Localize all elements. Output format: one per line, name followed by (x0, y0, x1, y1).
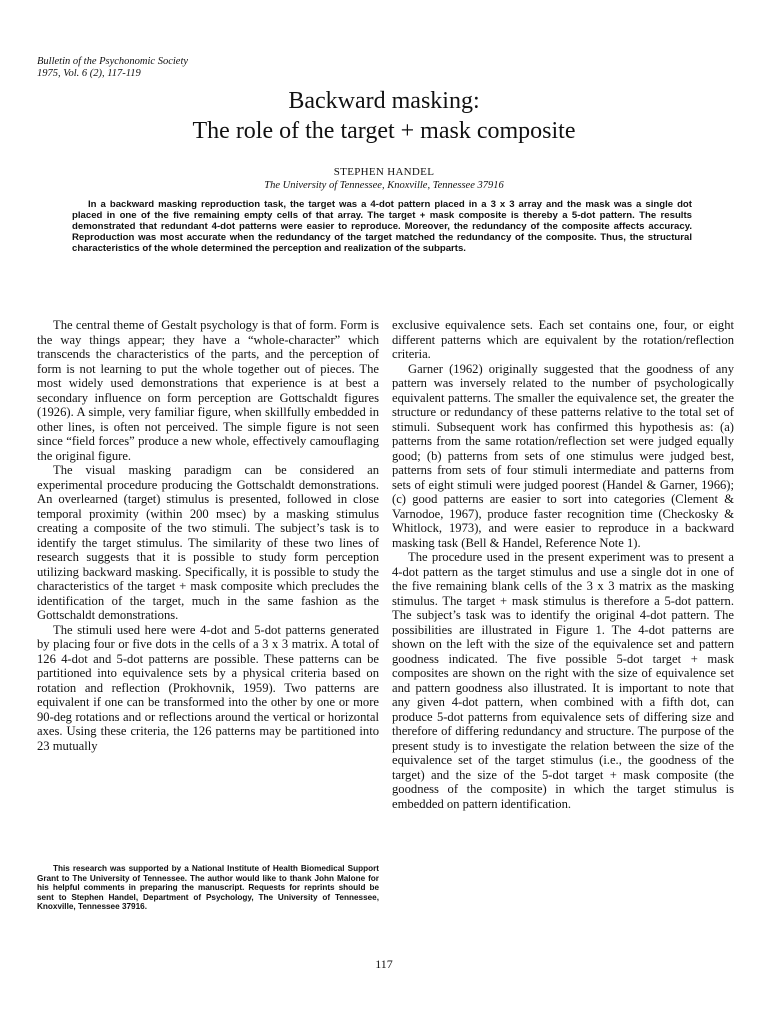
body-paragraph: The procedure used in the present experiment was to present a 4-dot pattern as the target stimulus and use a single dot in one of the five remaining blank cells of the 3 x 3 matrix as the masking stimulus. The target + mask stimulus is therefore a 5-dot pattern. The subject’s task was to identify the original 4-dot pattern. The possibilities are illustrated in Figure 1. The 4-dot patterns are shown on the left with the size of the equivalence set and pattern goodness indicated. The five possible 5-dot target + mask composites are shown on the right with the size of equivalence set and pattern goodness also illustrated. It is important to note that any given 4-dot pattern, when combined with a fifth dot, can produce 5-dot patterns from equivalence sets of differing size and therefore of differing redundancy and structure. The purpose of the present study is to investigate the relation between the size of the equivalence set of the target stimulus (i.e., the goodness of the target) and the size of the 5-dot target + mask composite (the goodness of the composite) in which the target stimulus is embedded on pattern identification. (392, 550, 734, 811)
journal-citation: 1975, Vol. 6 (2), 117-119 (37, 68, 141, 79)
body-paragraph-continuation: exclusive equivalence sets. Each set contains one, four, or eight different patterns which are equivalent by the rotation/reflection criteria. (392, 318, 734, 361)
article-title-line-1: Backward masking: (288, 88, 480, 114)
article-title (0, 86, 768, 146)
body-paragraph: The visual masking paradigm can be considered an experimental procedure producing the Gottschaldt demonstrations. An overlearned (target) stimulus is presented, followed in close temporal proximity (within 200 msec) by a masking stimulus creating a composite of the two stimuli. The subject’s task is to identify the target stimulus. The similarity of these two lines of research suggests that it is possible to study form perception utilizing backward masking. Specifically, it is possible to study the characteristics of the target + mask composite which precludes the identification of the target, much in the same fashion as the Gottschaldt demonstrations. (37, 463, 379, 622)
journal-name: Bulletin of the Psychonomic Society (37, 56, 189, 67)
body-column-right (392, 318, 734, 811)
page-number: 117 (375, 957, 393, 971)
body-paragraph: Garner (1962) originally suggested that the goodness of any pattern was inversely related to the number of psychologically equivalent patterns. The smaller the equivalence set, the greater the structure or redundancy of these patterns relative to the total set of stimuli. Subsequent work has confirmed this hypothesis as: (a) patterns from the same rotation/reflection set were judged equally good; (b) patterns from sets of one stimulus were judged best, patterns from sets of four stimuli intermediate and patterns from sets of eight stimuli were judged poorest (Handel & Garner, 1966); (c) good patterns are easier to sort into categories (Clement & Varnodoe, 1967), produce faster recognition time (Checkosky & Whitlock, 1973), and were easier to reproduce in a backward masking task (Bell & Handel, Reference Note 1). (392, 361, 734, 550)
abstract: In a backward masking reproduction task, the target was a 4-dot pattern placed in a 3 x 3 array and the mask was a single dot placed in one of the five remaining empty cells of that array. The target + mask composite is thereby a 5-dot pattern. The results demonstrated that redundant 4-dot patterns were easier to reproduce. Moreover, the redundancy of the composite affects accuracy. Reproduction was most accurate when the redundancy of the target matched the redundancy of the composite. Thus, the structural characteristics of the whole determined the perception and realization of the subparts. (72, 199, 692, 254)
body-paragraph: The central theme of Gestalt psychology is that of form. Form is the way things appear; they have a “whole-character” which transcends the characteristics of the parts, and the perception of form is not learning to put the whole together out of pieces. The most widely used demonstrations that experience is at best a secondary influence on form perception are Gottschaldt figures (1926). A simple, very familiar figure, when skillfully embedded in other lines, is often not perceived. The simple figure is not seen since “field forces” produce a new whole, effectively camouflaging the original figure. (37, 318, 379, 463)
article-title-line-2: The role of the target + mask composite (192, 118, 576, 144)
journal-header (37, 56, 188, 80)
author-name: STEPHEN HANDEL (333, 166, 435, 178)
footnote: This research was supported by a National Institute of Health Biomedical Support Grant to The University of Tennessee. The author would like to thank John Malone for his helpful comments in preparing the manuscript. Requests for reprints should be sent to Stephen Handel, Department of Psychology, The University of Tennessee, Knoxville, Tennessee 37916. (37, 864, 379, 912)
body-paragraph: The stimuli used here were 4-dot and 5-dot patterns generated by placing four or five dots in the cells of a 3 x 3 matrix. A total of 126 4-dot and 5-dot patterns are possible. These patterns can be partitioned into equivalence sets by a physical criteria based on rotation and reflection (Prokhovnik, 1959). Two patterns are equivalent if one can be transformed into the other by one or more 90-deg rotations and or reflections around the vertical or horizontal axes. Using these criteria, the 126 patterns may be partitioned into 23 mutually (37, 622, 379, 753)
author-affiliation: The University of Tennessee, Knoxville, Tennessee 37916 (264, 180, 504, 191)
body-column-left (37, 318, 379, 753)
